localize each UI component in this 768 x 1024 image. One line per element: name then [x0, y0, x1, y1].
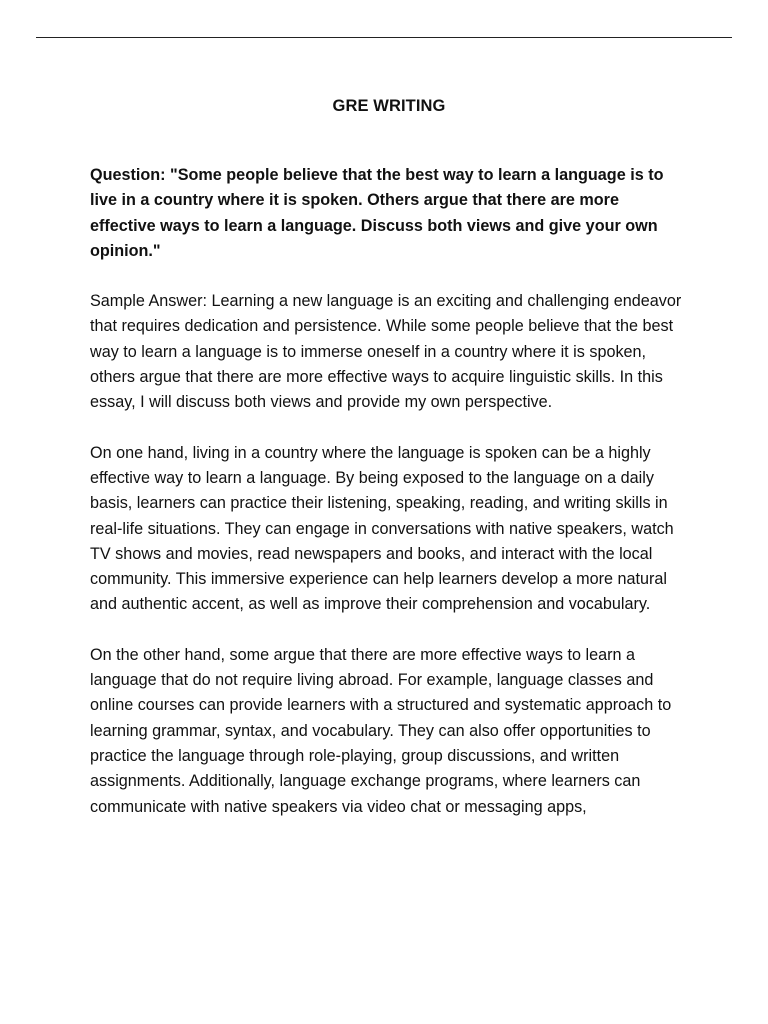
sample-answer-paragraph: Sample Answer: Learning a new language is an exciting and challenging endeavor that requires dedication and persistence. While some people believe that the best way to learn a language is to immerse oneself in a country where it is spoken, others argue that there are more effective ways to acquire linguistic skills. In this essay, I will discuss both views and provide my own perspective.	[90, 292, 682, 412]
header-rule	[36, 37, 732, 38]
question-text: : "Some people believe that the best way to learn a language is to live in a country where it is spoken. Others argue that there are more effective ways to learn a language. Discuss both views and give your own opinion."	[90, 166, 664, 260]
question-label: Question	[90, 166, 161, 184]
question-block	[90, 163, 688, 264]
document-title: GRE WRITING	[332, 97, 446, 115]
document-page	[90, 94, 688, 845]
body-paragraph-other-hand: On the other hand, some argue that there are more effective ways to learn a language that do not require living abroad. For example, language classes and online courses can provide learners with a structured and systematic approach to learning grammar, syntax, and vocabulary. They can also offer opportunities to practice the language through role-playing, group discussions, and written assignments. Additionally, language exchange programs, where learners can communicate with native speakers via video chat or messaging apps,	[90, 645, 672, 816]
body-paragraph-one-hand: On one hand, living in a country where the language is spoken can be a highly effective way to learn a language. By being exposed to the language on a daily basis, learners can practice their listening, speaking, reading, and writing skills in real-life situations. They can engage in conversations with native speakers, watch TV shows and movies, read newspapers and books, and interact with the local community. This immersive experience can help learners develop a more natural and authentic accent, as well as improve their comprehension and vocabulary.	[90, 443, 674, 614]
